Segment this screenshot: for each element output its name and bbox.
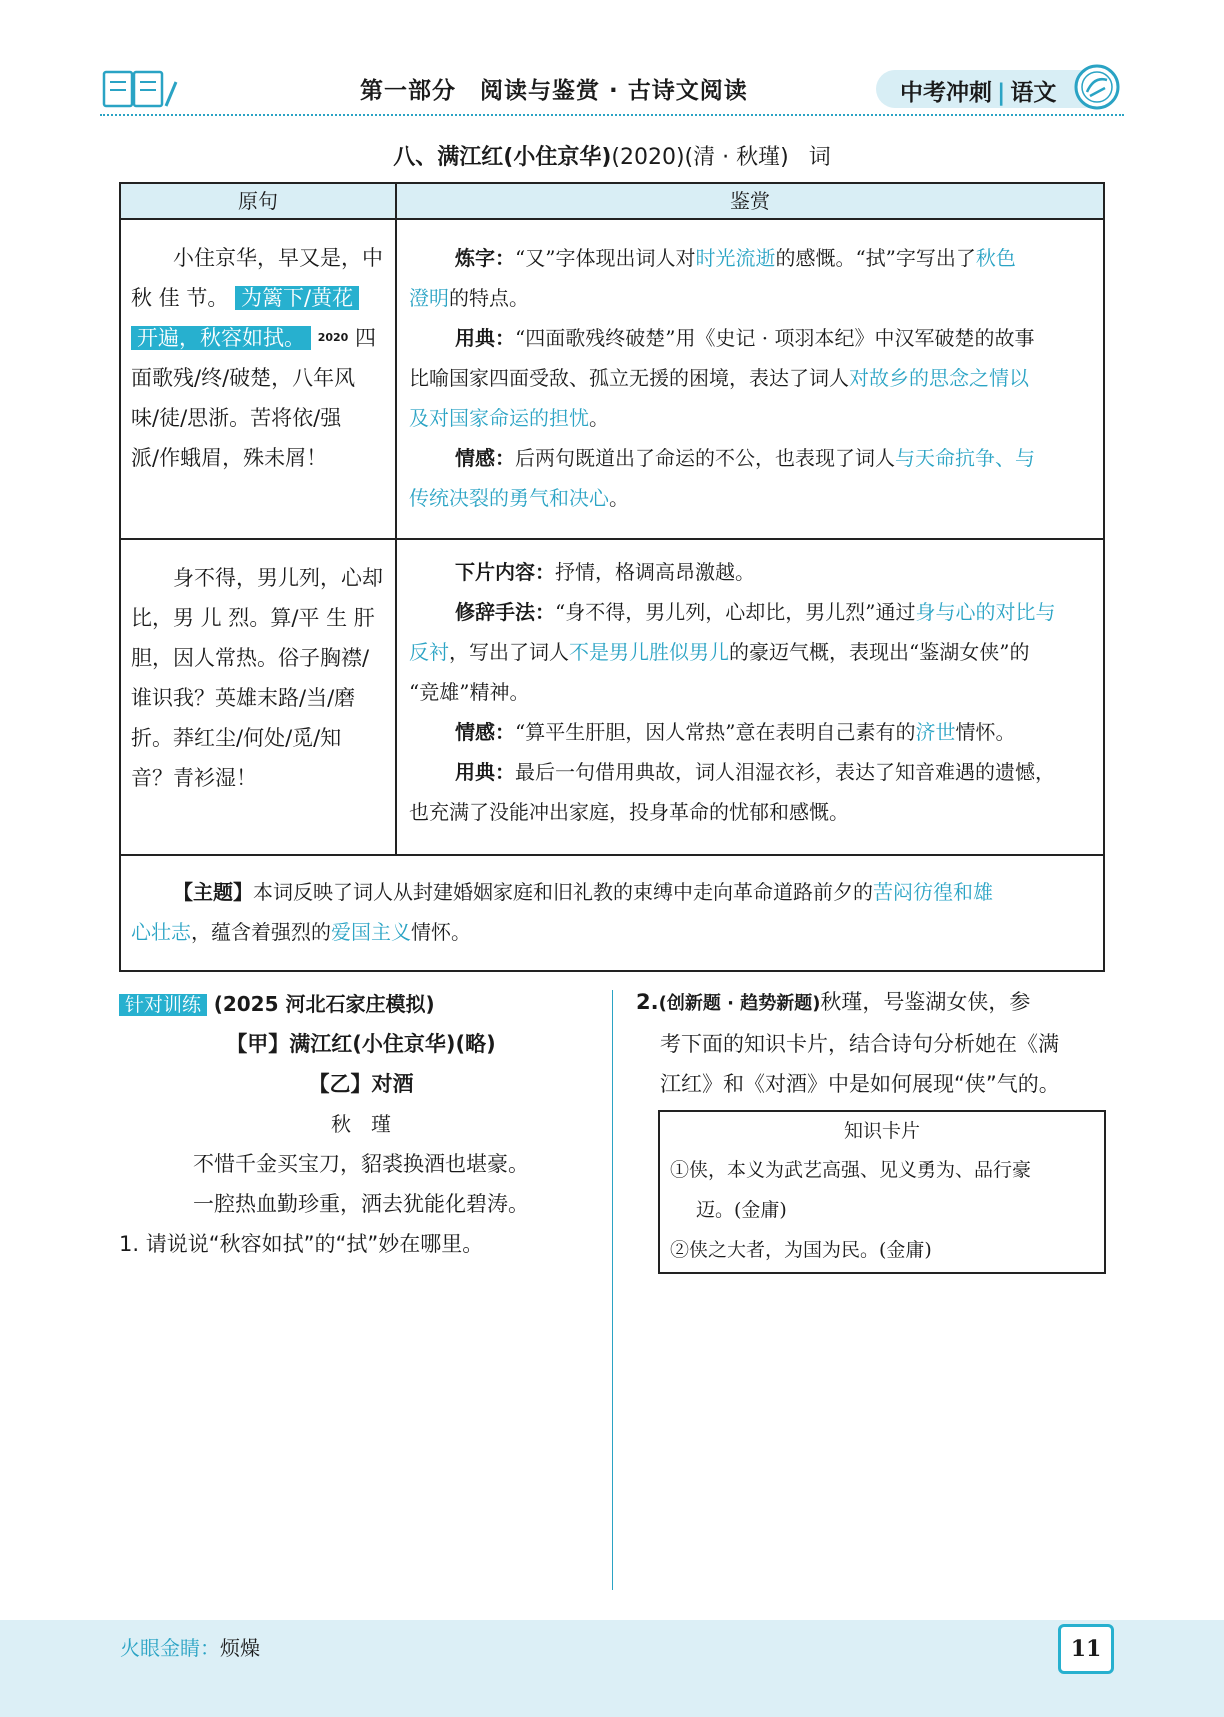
knowledge-card-line-2: 迈。(金庸) [696, 1199, 787, 1221]
practice-source: (2025 河北石家庄模拟) [213, 992, 435, 1016]
poem-verse-2: 一腔热血勤珍重，洒去犹能化碧涛。 [193, 1192, 529, 1216]
theme-text: 【主题】本词反映了词人从封建婚姻家庭和旧礼教的束缚中走向革命道路前夕的苦闷彷徨和雄 心壮志，蕴含着强烈的爱国主义情怀。 [131, 880, 993, 944]
poem-heading [0, 140, 1224, 171]
poem-yi-author: 秋 瑾 [331, 1112, 391, 1136]
appreciation-text-1: 炼字：“又”字体现出词人对时光流逝的感慨。“拭”字写出了秋色 澄明的特点。 用典：“四面歌残终破楚”用《史记 · 项羽本纪》中汉军破楚的故事 比喻国家四面受敌、孤立无援的困境，表达了词人对故乡的思念之情以 及对国家命运的担忧。 情感：后两句既道出了命运的不公，也表现了词人与天命抗争、与 传统决裂的勇气和决心。 [409, 246, 1035, 510]
knowledge-card-title: 知识卡片 [843, 1120, 920, 1142]
col-header-appreciation: 鉴赏 [397, 184, 1103, 218]
section-title: 第一部分 阅读与鉴赏 · 古诗文阅读 [360, 78, 748, 104]
appreciation-text-2: 下片内容：抒情，格调高昂激越。 修辞手法：“身不得，男儿列，心却比，男儿烈”通过身与心的对比与 反衬，写出了词人不是男儿胜似男儿的豪迈气概，表现出“鉴湖女侠”的 “竞雄”精神。 情感：“算平生肝胆，因人常热”意在表明自己素有的济世情怀。 用典：最后一句借用典故，词人泪湿衣衫，表达了知音难遇的遗憾， 也充满了没能冲出家庭，投身革命的忧郁和感慨。 [409, 560, 1056, 824]
knowledge-card-line-3: ②侠之大者，为国为民。(金庸) [670, 1239, 932, 1261]
practice-header [119, 984, 435, 1025]
logo-icon [100, 66, 180, 112]
practice-tag: 针对训练 [119, 994, 207, 1016]
poem-jia-title: 【甲】满江红(小住京华)(略) [226, 1032, 496, 1056]
poem-title: 八、满江红(小住京华) [393, 145, 612, 170]
knowledge-card [658, 1110, 1106, 1274]
poem-author: (清 · 秋瑾) [684, 145, 789, 170]
poem-year: (2020) [611, 145, 685, 170]
original-text-2: 身不得，男儿列，心却 比，男 儿 烈。算/平 生 肝 胆，因人常热。俗子胸襟/ 谁识我？英雄末路/当/磨 折。莽红尘/何处/觅/知 音？青衫湿！ [131, 566, 383, 790]
poem-genre: 词 [808, 145, 831, 170]
knowledge-card-line-1: ①侠，本义为武艺高强、见义勇为、品行豪 [670, 1159, 1032, 1181]
subject-name: 语文 [1010, 80, 1057, 106]
year-tag: 2020 [317, 331, 349, 344]
page-number: 11 [1058, 1624, 1114, 1674]
col-header-original: 原句 [121, 184, 395, 218]
poem-yi-title: 【乙】对酒 [308, 1072, 414, 1096]
series-name: 中考冲刺 [900, 80, 992, 106]
question-2: 2.(创新题 · 趋势新题)秋瑾，号鉴湖女侠，参 考下面的知识卡片，结合诗句分析她在《满 江红》和《对酒》中是如何展现“侠”气的。 [636, 990, 1060, 1096]
poem-verse-1: 不惜千金买宝刀，貂裘换酒也堪豪。 [193, 1152, 529, 1176]
original-text-1: 小住京华，早又是，中 秋 佳 节。 为篱下/黄花 开遍，秋容如拭。 $^{2020}$ 四 面歌残/终/破楚，八年风 味/徒/思浙。苦将依/强 派/作蛾眉，殊未屑！ [131, 246, 383, 470]
footer-tip: 火眼金睛：烦燥 [120, 1636, 260, 1660]
badge-icon [1072, 62, 1122, 112]
highlight-phrase: 为篱下/黄花 [235, 286, 359, 310]
analysis-table [119, 182, 1105, 972]
question-1: 1. 请说说“秋容如拭”的“拭”妙在哪里。 [119, 1232, 484, 1256]
series-label: 中考冲刺 | 语文 [900, 80, 1057, 106]
column-divider [612, 990, 613, 1590]
header-rule [100, 114, 1124, 116]
